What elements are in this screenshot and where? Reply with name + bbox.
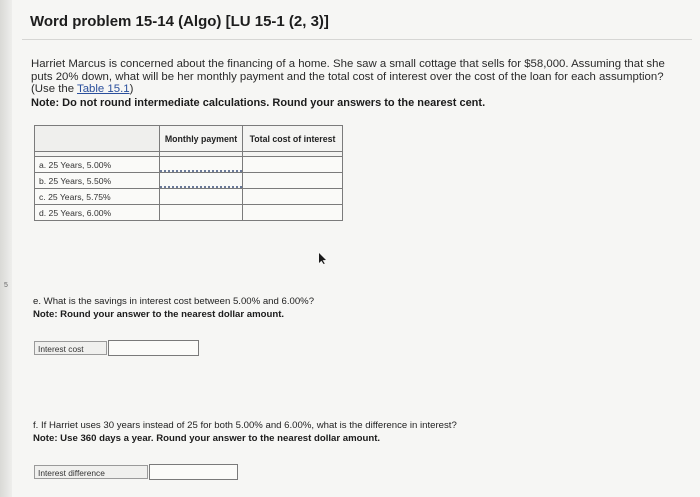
- row-label: c. 25 Years, 5.75%: [35, 189, 160, 205]
- interest-difference-label: Interest difference: [34, 465, 148, 479]
- row-label: a. 25 Years, 5.00%: [35, 157, 160, 173]
- interest-cost-label: Interest cost: [34, 341, 107, 355]
- total-interest-input-c[interactable]: [243, 189, 342, 204]
- monthly-payment-cell: [160, 189, 243, 205]
- monthly-payment-cell: [160, 173, 243, 189]
- table-header-row: [35, 126, 343, 152]
- table-row: [35, 173, 343, 189]
- problem-text-end: ): [129, 83, 134, 95]
- row-label: b. 25 Years, 5.50%: [35, 173, 160, 189]
- mouse-pointer-arrow-icon: [318, 253, 327, 264]
- table-row: [35, 205, 343, 221]
- left-edge-shadow: [0, 0, 12, 497]
- question-f-text: f. If Harriet uses 30 years instead of 25 for both 5.00% and 6.00%, what is the difference in interest?: [33, 420, 457, 431]
- table-corner-cell: [35, 126, 160, 152]
- total-interest-cell: [243, 157, 343, 173]
- interest-cost-input[interactable]: [108, 340, 199, 356]
- header-total-cost-of-interest: Total cost of interest: [243, 126, 343, 152]
- header-monthly-payment: Monthly payment: [160, 126, 243, 152]
- monthly-payment-input-b[interactable]: [160, 173, 242, 188]
- rounding-note: Note: Do not round intermediate calculations. Round your answers to the nearest cent.: [31, 97, 486, 109]
- total-interest-input-a[interactable]: [243, 157, 342, 172]
- total-interest-input-b[interactable]: [243, 173, 342, 188]
- interest-difference-input[interactable]: [149, 464, 238, 480]
- question-e-note: Note: Round your answer to the nearest dollar amount.: [33, 309, 285, 320]
- total-interest-input-d[interactable]: [243, 205, 342, 220]
- monthly-payment-cell: [160, 205, 243, 221]
- edge-mark: 5: [4, 282, 8, 289]
- row-label: d. 25 Years, 6.00%: [35, 205, 160, 221]
- answer-table: [34, 125, 343, 221]
- monthly-payment-input-d[interactable]: [160, 205, 242, 220]
- monthly-payment-cell: [160, 157, 243, 173]
- problem-statement: [31, 58, 681, 96]
- total-interest-cell: [243, 205, 343, 221]
- problem-text: Harriet Marcus is concerned about the financing of a home. She saw a small cottage that sells for $58,000. Assuming that she puts 20% down, what will be her monthly payment and the total cost of interest over the cost of the loan for each assumption? (Use the: [31, 58, 665, 95]
- title-divider: [22, 39, 692, 40]
- question-f-note: Note: Use 360 days a year. Round your answer to the nearest dollar amount.: [33, 433, 381, 444]
- total-interest-cell: [243, 189, 343, 205]
- table-row: [35, 189, 343, 205]
- table-15-1-link[interactable]: Table 15.1: [77, 83, 130, 95]
- page-title: Word problem 15-14 (Algo) [LU 15-1 (2, 3)]: [30, 13, 329, 30]
- question-e-text: e. What is the savings in interest cost between 5.00% and 6.00%?: [33, 296, 315, 307]
- monthly-payment-input-a[interactable]: [160, 157, 242, 172]
- table-row: [35, 157, 343, 173]
- monthly-payment-input-c[interactable]: [160, 189, 242, 204]
- total-interest-cell: [243, 173, 343, 189]
